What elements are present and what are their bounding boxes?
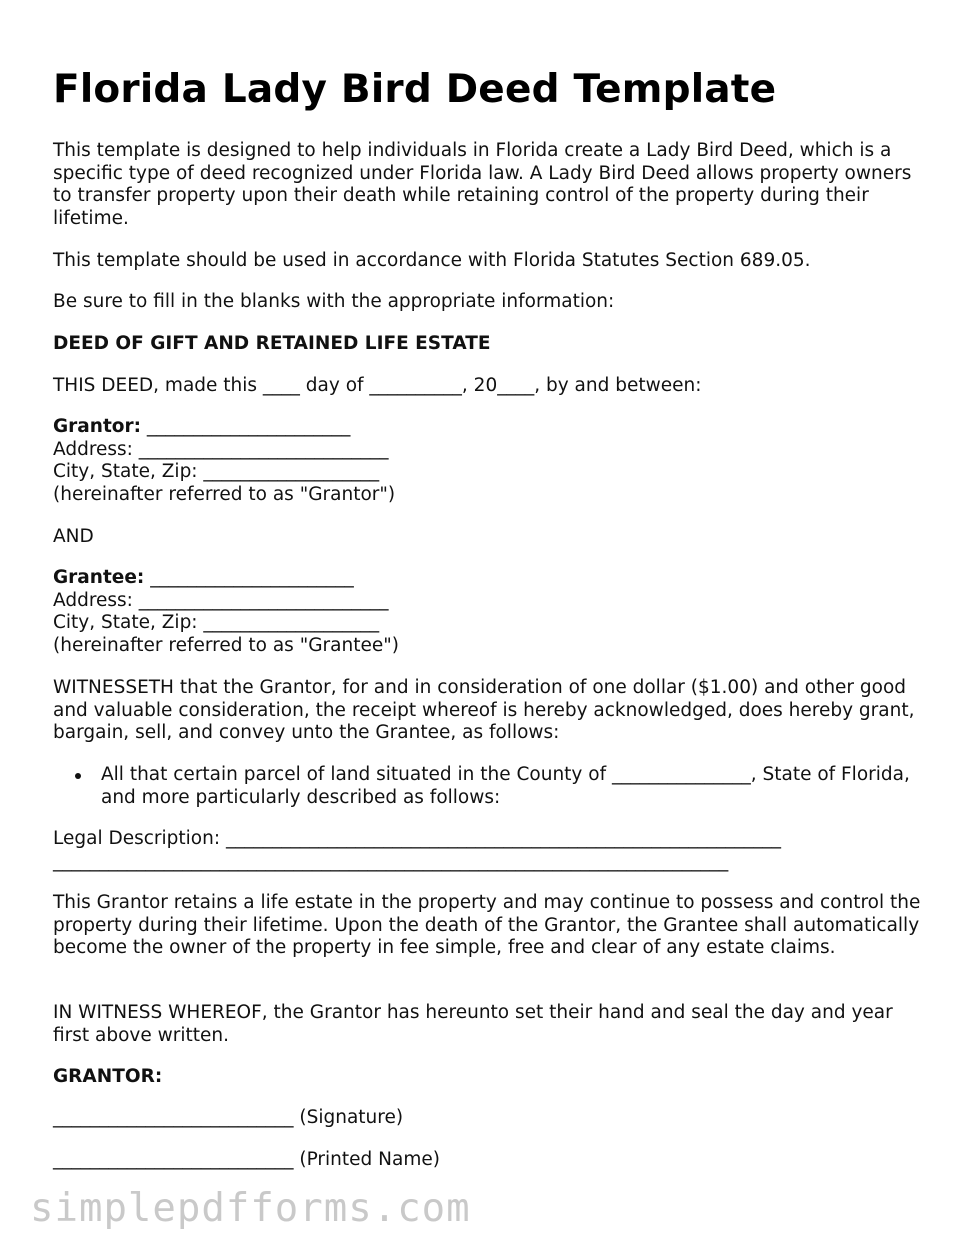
watermark: simplepdfforms.com <box>30 1186 471 1231</box>
and-separator: AND <box>53 526 94 547</box>
grantee-block <box>53 567 933 657</box>
list-item <box>53 764 933 809</box>
grantor-block <box>53 416 933 506</box>
legal-description <box>53 828 933 873</box>
deed-heading: DEED OF GIFT AND RETAINED LIFE ESTATE <box>53 333 491 354</box>
grantor-name-line <box>53 416 933 439</box>
statute-paragraph: This template should be used in accordance with Florida Statutes Section 689.05. <box>53 250 811 271</box>
life-estate-paragraph: This Grantor retains a life estate in the property and may continue to possess and control the property during their lifetime. Upon the death of the Grantor, the Grantee shall automatically become the owner of the property in fee simple, free and clear of any estate claims. <box>53 892 921 958</box>
printed-name-line: __________________________ (Printed Name) <box>53 1149 440 1170</box>
grantee-name-blank: ______________________ <box>144 567 354 588</box>
legal-description-line-2: _________________________________________________________________________ <box>53 850 729 872</box>
bullet-icon <box>75 773 81 779</box>
parcel-list <box>53 764 933 809</box>
grantor-signature-heading: GRANTOR: <box>53 1066 163 1087</box>
grantor-city-line: City, State, Zip: ___________________ <box>53 461 380 482</box>
parcel-item-text: All that certain parcel of land situated in the County of _______________, State of Florida, and more particularly described as follows: <box>101 764 910 808</box>
grantor-ref-line: (hereinafter referred to as "Grantor") <box>53 483 396 505</box>
grantee-address-line: Address: ___________________________ <box>53 589 389 611</box>
grantee-name-line <box>53 567 933 590</box>
fill-note-paragraph: Be sure to fill in the blanks with the appropriate information: <box>53 291 615 312</box>
grantor-label: Grantor: <box>53 416 142 437</box>
grantor-address-line: Address: ___________________________ <box>53 438 389 460</box>
signature-line: __________________________ (Signature) <box>53 1107 404 1128</box>
grantee-city-line: City, State, Zip: ___________________ <box>53 612 380 633</box>
in-witness-paragraph: IN WITNESS WHEREOF, the Grantor has hereunto set their hand and seal the day and year first above written. <box>53 1002 893 1046</box>
grantee-ref-line: (hereinafter referred to as "Grantee") <box>53 634 399 656</box>
witnesseth-paragraph: WITNESSETH that the Grantor, for and in consideration of one dollar ($1.00) and other good and valuable consideration, the receipt whereof is hereby acknowledged, does hereby grant, bargain, sell, and convey unto the Grantee, as follows: <box>53 677 915 743</box>
deed-date-line: THIS DEED, made this ____ day of __________, 20____, by and between: <box>53 375 702 396</box>
grantor-name-blank: ______________________ <box>141 416 351 437</box>
intro-paragraph: This template is designed to help individuals in Florida create a Lady Bird Deed, which is a specific type of deed recognized under Florida law. A Lady Bird Deed allows property owners to transfer property upon their death while retaining control of the property during their lifetime. <box>53 140 912 229</box>
page-title: Florida Lady Bird Deed Template <box>53 67 777 112</box>
legal-description-line-1: Legal Description: ____________________________________________________________ <box>53 828 781 849</box>
grantee-label: Grantee: <box>53 567 145 588</box>
